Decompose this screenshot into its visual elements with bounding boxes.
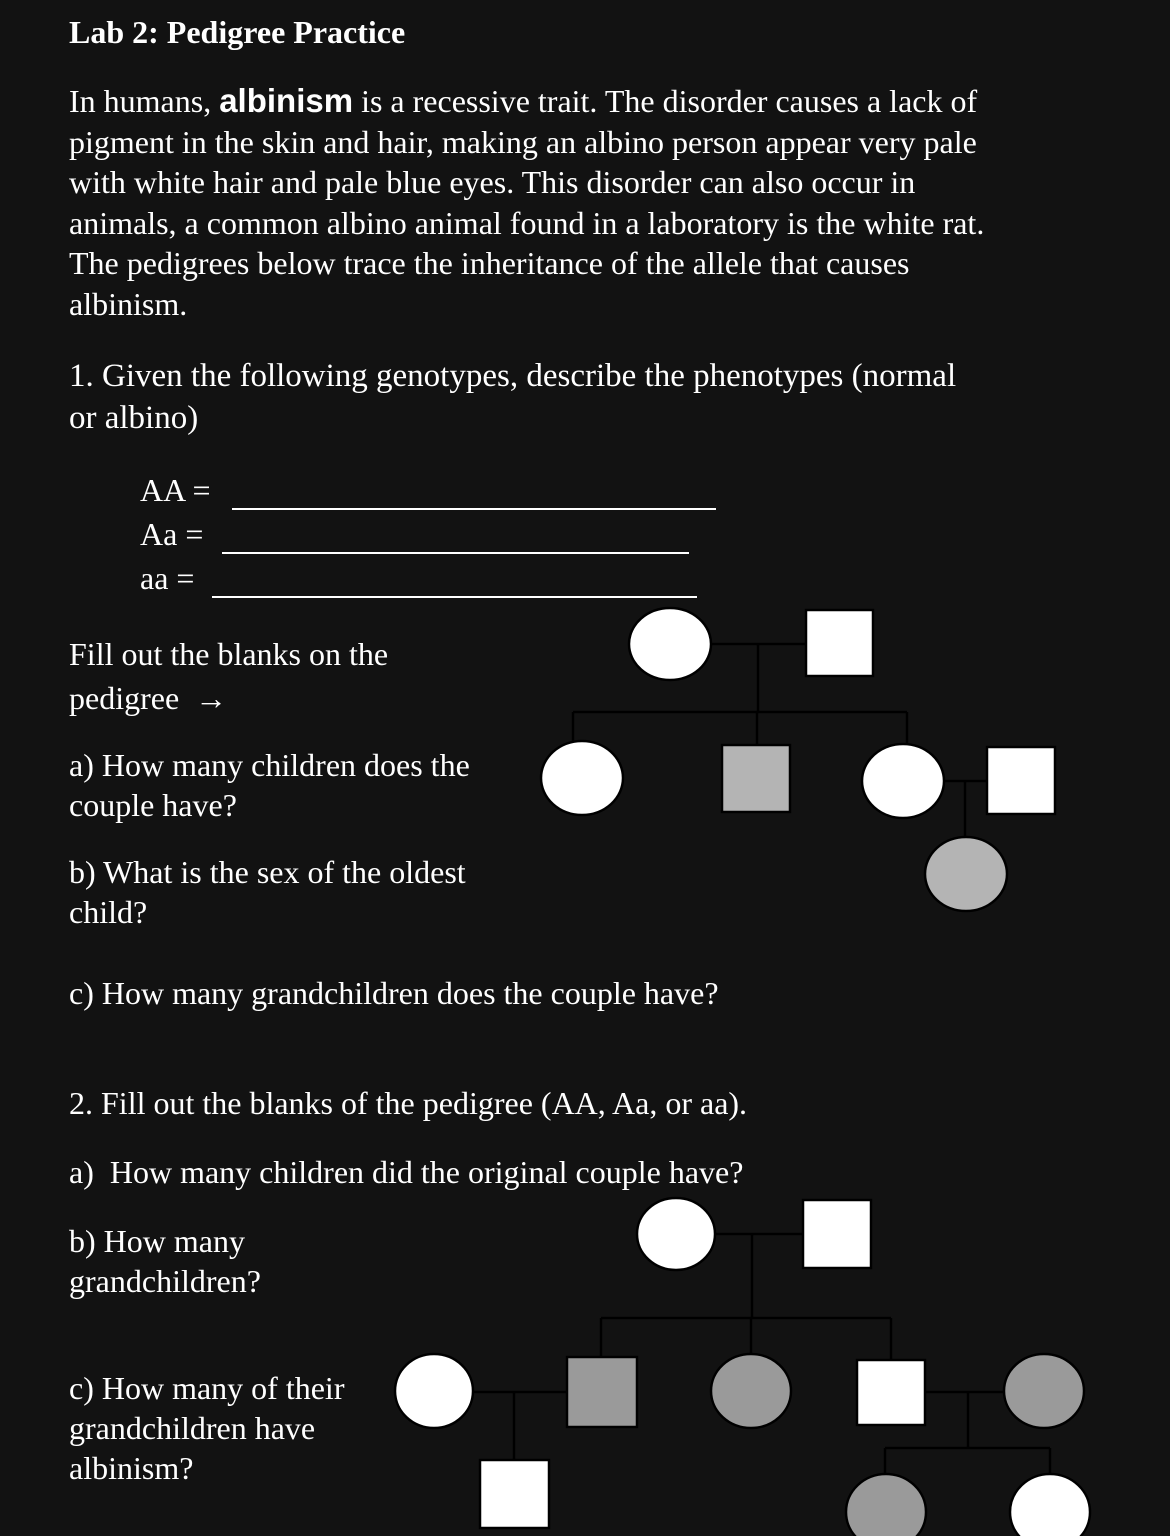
pedigree-2-spouse-2-circle-affected [1004, 1354, 1084, 1428]
intro-text-before: In humans, [69, 83, 220, 119]
pedigree-2-child-3-square [857, 1360, 925, 1425]
pedigree-2-grandchild-2-circle-affected [846, 1474, 926, 1536]
pedigree-1-grandchild-circle-affected [925, 837, 1007, 911]
pedigree-2-spouse-circle [395, 1354, 473, 1428]
pedigree-1-child-1-circle [541, 741, 623, 815]
page-title: Lab 2: Pedigree Practice [69, 14, 406, 50]
pedigree-1-grandfather-square [806, 610, 873, 676]
pedigree-2-child-1-square-affected [567, 1357, 637, 1427]
pedigree-2-grandmother-circle [637, 1198, 715, 1270]
question-1a: a) How many children does the couple have? [69, 747, 470, 823]
pedigree-2-grandfather-square [803, 1200, 871, 1268]
question-1-fill-instruction: Fill out the blanks on the pedigree → [69, 636, 389, 716]
genotype-label-aa: aa = [140, 560, 195, 596]
pedigree-1-spouse-square [987, 747, 1055, 814]
question-2c: c) How many of their grandchildren have albinism? [69, 1370, 345, 1486]
pedigree-2 [395, 1198, 1090, 1536]
pedigree-1-grandmother-circle [629, 608, 711, 680]
question-1-prompt: 1. Given the following genotypes, describe the phenotypes (normal or albino) [69, 358, 957, 436]
pedigree-2-child-2-circle-affected [711, 1354, 791, 1428]
question-2a: a) How many children did the original couple have? [69, 1154, 744, 1190]
genotype-label-Aa: Aa = [140, 516, 204, 552]
question-2-prompt: 2. Fill out the blanks of the pedigree (AA, Aa, or aa). [69, 1085, 748, 1121]
question-2b: b) How many grandchildren? [69, 1223, 261, 1299]
question-1c: c) How many grandchildren does the couple have? [69, 975, 719, 1011]
pedigree-2-grandchild-1-square [480, 1460, 549, 1528]
intro-term-albinism: albinism [219, 82, 354, 119]
pedigree-2-grandchild-3-circle [1010, 1474, 1090, 1536]
genotype-label-AA: AA = [140, 472, 211, 508]
pedigree-1-child-2-square-affected [722, 745, 790, 812]
pedigree-1 [541, 608, 1055, 911]
question-1b: b) What is the sex of the oldest child? [69, 854, 466, 930]
pedigree-1-child-3-circle [862, 744, 944, 818]
intro-text-after: is a recessive trait. The disorder causes a lack of pigment in the skin and hair, making an albino person appear very pale with white hair and pale blue eyes. This disorder can also occur in animals, a common albino animal found in a laboratory is the white rat. The pedigrees below trace the inheritance of the allele that causes albinism. [69, 83, 985, 322]
